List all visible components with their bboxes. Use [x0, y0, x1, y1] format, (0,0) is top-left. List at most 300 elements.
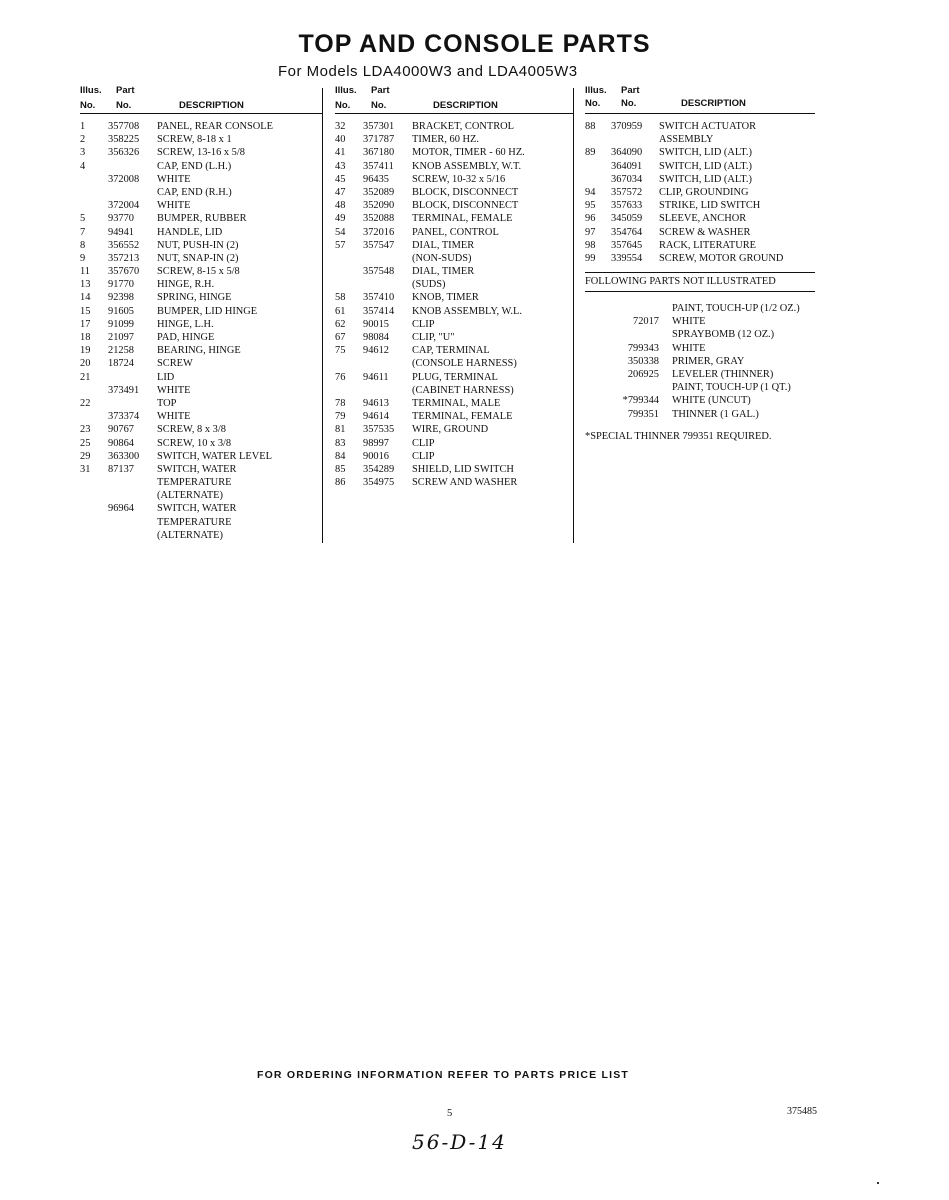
part-number: 92398 [108, 292, 134, 304]
part-number [108, 371, 157, 384]
part-number: 339554 [611, 252, 643, 264]
part-row [335, 450, 573, 463]
part-number: 356552 [108, 239, 140, 251]
illus-number: 31 [80, 463, 91, 475]
part-row [585, 342, 815, 355]
part-description: PAINT, TOUCH-UP (1/2 OZ.) [672, 303, 800, 315]
part-number: 90864 [108, 437, 134, 449]
part-row [335, 146, 573, 159]
part-description: SCREW, 8-18 x 1 [157, 134, 232, 146]
part-number: 98997 [363, 437, 389, 449]
part-row [80, 344, 322, 357]
illus-number: 48 [335, 200, 346, 212]
illus-number: 78 [335, 397, 346, 409]
part-number: 87137 [108, 463, 134, 475]
part-row [80, 160, 322, 173]
part-row [585, 368, 815, 381]
illus-number [585, 160, 611, 173]
illus-number: 29 [80, 450, 91, 462]
illus-number: 32 [335, 121, 346, 132]
row-indent [585, 342, 598, 355]
parts-list [585, 120, 815, 265]
part-number [363, 278, 412, 291]
illus-number: 22 [80, 397, 91, 409]
illus-number: 17 [80, 318, 91, 330]
row-indent [585, 328, 598, 341]
not-illustrated-header: FOLLOWING PARTS NOT ILLUSTRATED [585, 272, 815, 292]
part-number [108, 529, 157, 542]
part-number: 354975 [363, 477, 395, 489]
illus-number [80, 186, 108, 199]
part-row [335, 437, 573, 450]
no-label: No. [621, 98, 637, 109]
part-row [585, 120, 815, 133]
part-number: 96964 [108, 503, 134, 515]
part-description: SCREW, MOTOR GROUND [659, 252, 784, 264]
part-description: WHITE [157, 411, 191, 423]
document-number: 375485 [787, 1106, 817, 1117]
part-row [335, 463, 573, 476]
illus-number [335, 278, 363, 291]
part-number: 372016 [363, 226, 395, 238]
illus-number: 98 [585, 239, 596, 251]
part-number: 373374 [108, 411, 140, 423]
part-description: BRACKET, CONTROL [412, 121, 514, 132]
part-row [335, 252, 573, 265]
part-row [80, 265, 322, 278]
row-indent [585, 368, 598, 381]
part-description: TERMINAL, FEMALE [412, 411, 513, 423]
part-description: SPRAYBOMB (12 OZ.) [672, 329, 775, 341]
part-description: (ALTERNATE) [157, 529, 223, 541]
illus-number: 5 [80, 213, 86, 225]
part-number: 357548 [363, 266, 395, 278]
part-row [80, 529, 322, 542]
part-number: 91605 [108, 305, 134, 317]
part-description: DIAL, TIMER [412, 239, 475, 251]
part-number: 350338 [627, 355, 659, 367]
column-divider [322, 88, 323, 543]
part-description: SCREW, 10-32 x 5/16 [412, 173, 506, 185]
description-label: DESCRIPTION [179, 100, 244, 111]
part-number: 354289 [363, 463, 395, 475]
part-number: 371787 [363, 134, 395, 146]
part-row [585, 226, 815, 239]
illus-number: 25 [80, 437, 91, 449]
part-description: SCREW, 8 x 3/8 [157, 424, 226, 436]
part-description: WHITE [157, 384, 191, 396]
parts-list [335, 120, 573, 489]
illus-number: 40 [335, 134, 346, 146]
part-row [585, 212, 815, 225]
part-description: WHITE (UNCUT) [672, 395, 751, 407]
page-number: 5 [447, 1108, 453, 1119]
part-description: (NON-SUDS) [412, 252, 472, 264]
part-description: SCREW & WASHER [659, 226, 751, 238]
part-row [585, 315, 815, 328]
part-description: STRIKE, LID SWITCH [659, 200, 761, 212]
page-subtitle: For Models LDA4000W3 and LDA4005W3 [278, 63, 578, 80]
illus-number: 58 [335, 292, 346, 304]
row-indent [585, 302, 598, 315]
part-number: 94612 [363, 345, 389, 357]
illus-number [585, 133, 611, 146]
ordering-info: FOR ORDERING INFORMATION REFER TO PARTS PRICE LIST [256, 1069, 630, 1081]
part-number: 352089 [363, 186, 395, 198]
part-row [80, 239, 322, 252]
part-description: WHITE [672, 316, 706, 328]
part-number: 91099 [108, 318, 134, 330]
part-description: KNOB ASSEMBLY, W.L. [412, 305, 522, 317]
part-row [335, 226, 573, 239]
part-row [80, 384, 322, 397]
illus-number: 99 [585, 252, 596, 264]
part-description: LEVELER (THINNER) [672, 369, 774, 380]
page-title: TOP AND CONSOLE PARTS [298, 30, 651, 58]
part-row [335, 357, 573, 370]
part-description: (CABINET HARNESS) [412, 384, 514, 396]
part-description: SWITCH, WATER LEVEL [157, 450, 272, 462]
illus-number: 9 [80, 252, 86, 264]
part-number: 364090 [611, 147, 643, 159]
part-number: 94613 [363, 397, 389, 409]
part-row [335, 305, 573, 318]
parts-column-2 [335, 85, 573, 489]
part-description: SHIELD, LID SWITCH [412, 463, 514, 475]
illus-number: 67 [335, 332, 346, 343]
illus-number [80, 410, 108, 423]
part-row [80, 278, 322, 291]
part-description: CLIP [412, 318, 435, 330]
part-description: HANDLE, LID [157, 226, 223, 238]
part-number: 357547 [363, 239, 395, 251]
no-label: No. [80, 100, 96, 111]
illus-number: 61 [335, 305, 346, 317]
part-number: 352088 [363, 213, 395, 225]
part-row [80, 212, 322, 225]
illus-number: 21 [80, 371, 91, 383]
description-label: DESCRIPTION [433, 100, 498, 111]
illus-number: 75 [335, 345, 346, 357]
illus-number [585, 173, 611, 186]
part-description: SWITCH, WATER [157, 463, 237, 475]
part-description: (CONSOLE HARNESS) [412, 358, 517, 370]
part-description: ASSEMBLY [659, 134, 714, 146]
part-row [80, 331, 322, 344]
part-description: SLEEVE, ANCHOR [659, 213, 747, 225]
part-label: Part [621, 85, 640, 96]
part-row [80, 489, 322, 502]
part-number: 18724 [108, 358, 134, 370]
illus-number: 1 [80, 121, 86, 132]
part-description: PRIMER, GRAY [672, 355, 745, 367]
part-description: SPRING, HINGE [157, 292, 232, 304]
part-row [80, 463, 322, 476]
part-row [585, 173, 815, 186]
part-row [335, 160, 573, 173]
part-description: SCREW, 10 x 3/8 [157, 437, 232, 449]
illus-number: 13 [80, 279, 91, 291]
column-header [335, 85, 573, 114]
part-number: 373491 [108, 384, 140, 396]
part-number: 799343 [627, 342, 659, 354]
part-number [108, 186, 157, 199]
column-header [585, 85, 815, 114]
part-description: BUMPER, LID HINGE [157, 305, 258, 317]
part-number: 363300 [108, 450, 140, 462]
part-description: CAP, TERMINAL [412, 345, 490, 357]
part-number: 345059 [611, 213, 643, 225]
illus-number: 79 [335, 411, 346, 423]
part-row [80, 146, 322, 159]
part-row [585, 408, 815, 421]
part-row [335, 344, 573, 357]
illus-number: 62 [335, 318, 346, 330]
part-description: WHITE [157, 173, 191, 185]
illus-number: 84 [335, 450, 346, 462]
part-number [598, 328, 672, 341]
row-indent [585, 355, 598, 368]
part-number [108, 476, 157, 489]
illus-number [80, 476, 108, 489]
part-description: SCREW AND WASHER [412, 477, 518, 489]
part-number [108, 397, 157, 410]
part-number: 357645 [611, 239, 643, 251]
illus-number: 85 [335, 463, 346, 475]
illus-number [80, 489, 108, 502]
illus-number: 97 [585, 226, 596, 238]
part-label: Part [371, 85, 390, 96]
part-description: CAP, END (R.H.) [157, 186, 232, 198]
part-number: 372008 [108, 173, 140, 185]
part-description: SWITCH ACTUATOR [659, 121, 757, 132]
part-number: 98084 [363, 332, 389, 343]
part-description: KNOB ASSEMBLY, W.T. [412, 160, 522, 172]
part-row [80, 133, 322, 146]
illus-number: 49 [335, 213, 346, 225]
part-row [80, 371, 322, 384]
illus-number [80, 173, 108, 186]
part-row [585, 160, 815, 173]
part-number: 364091 [611, 160, 643, 172]
row-indent [585, 394, 598, 407]
part-row [80, 502, 322, 515]
part-description: CAP, END (L.H.) [157, 160, 232, 172]
part-row [585, 199, 815, 212]
illus-number [80, 384, 108, 397]
part-row [80, 423, 322, 436]
part-row [80, 437, 322, 450]
part-number: 93770 [108, 213, 134, 225]
part-row [80, 226, 322, 239]
illus-label: Illus. [585, 85, 607, 96]
part-number [363, 252, 412, 265]
no-label: No. [335, 100, 351, 111]
illus-number: 14 [80, 292, 91, 304]
parts-column-1 [80, 85, 322, 542]
part-row [80, 173, 322, 186]
part-number: *799344 [622, 395, 659, 407]
illus-number [335, 384, 363, 397]
part-description: TERMINAL, FEMALE [412, 213, 513, 225]
illus-number: 88 [585, 121, 596, 132]
illus-number: 47 [335, 186, 346, 198]
part-number: 357301 [363, 121, 395, 132]
illus-number: 11 [80, 266, 91, 278]
part-row [585, 302, 815, 315]
part-number: 357535 [363, 424, 395, 436]
parts-list [80, 120, 322, 542]
part-number [108, 160, 157, 173]
part-number [598, 381, 672, 394]
part-description: SWITCH, LID (ALT.) [659, 173, 752, 185]
part-row [80, 516, 322, 529]
part-row [80, 305, 322, 318]
part-description: CLIP [412, 450, 435, 462]
part-description: NUT, SNAP-IN (2) [157, 252, 239, 264]
illus-number [80, 502, 108, 515]
part-description: TEMPERATURE [157, 516, 232, 528]
part-number: 357670 [108, 266, 140, 278]
illus-number: 4 [80, 160, 86, 172]
part-description: PAINT, TOUCH-UP (1 QT.) [672, 382, 791, 394]
part-description: WIRE, GROUND [412, 424, 489, 436]
part-row [585, 394, 815, 407]
no-label: No. [585, 98, 601, 109]
part-number: 799351 [627, 408, 659, 420]
part-row [335, 318, 573, 331]
part-description: HINGE, L.H. [157, 318, 214, 330]
part-row [335, 371, 573, 384]
part-description: BLOCK, DISCONNECT [412, 200, 519, 212]
part-description: (ALTERNATE) [157, 490, 223, 502]
part-number: 352090 [363, 200, 395, 212]
part-number [611, 133, 659, 146]
part-description: TERMINAL, MALE [412, 397, 501, 409]
part-row [80, 199, 322, 212]
illus-number: 96 [585, 213, 596, 225]
illus-number [335, 357, 363, 370]
special-note: *SPECIAL THINNER 799351 REQUIRED. [585, 430, 772, 442]
illus-number: 15 [80, 305, 91, 317]
part-row [335, 331, 573, 344]
part-row [80, 120, 322, 133]
part-description: CLIP, "U" [412, 332, 455, 343]
illus-number: 7 [80, 226, 86, 238]
part-description: RACK, LITERATURE [659, 239, 756, 251]
part-row [335, 265, 573, 278]
part-number: 91770 [108, 279, 134, 291]
part-number: 72017 [633, 316, 659, 328]
part-description: SCREW, 13-16 x 5/8 [157, 147, 245, 159]
illus-number: 94 [585, 186, 596, 198]
illus-number: 8 [80, 239, 86, 251]
part-number: 357411 [363, 160, 394, 172]
part-row [335, 397, 573, 410]
part-number: 357414 [363, 305, 395, 317]
part-number: 357572 [611, 186, 643, 198]
part-description: BEARING, HINGE [157, 345, 241, 357]
illus-number: 2 [80, 134, 86, 146]
no-label: No. [371, 100, 387, 111]
illus-number: 19 [80, 345, 91, 357]
illus-number: 18 [80, 332, 91, 343]
part-description: CLIP, GROUNDING [659, 186, 749, 198]
part-description: BLOCK, DISCONNECT [412, 186, 519, 198]
part-row [335, 423, 573, 436]
part-row [585, 133, 815, 146]
illus-number: 20 [80, 358, 91, 370]
illus-number: 3 [80, 147, 86, 159]
part-description: SWITCH, WATER [157, 503, 237, 515]
part-row [80, 318, 322, 331]
part-row [335, 410, 573, 423]
part-row [585, 239, 815, 252]
illus-number: 86 [335, 477, 346, 489]
part-description: CLIP [412, 437, 435, 449]
part-row [80, 291, 322, 304]
part-description: TIMER, 60 HZ. [412, 134, 479, 146]
part-number [108, 516, 157, 529]
part-number: 21097 [108, 332, 134, 343]
part-row [585, 381, 815, 394]
part-row [335, 199, 573, 212]
part-description: PANEL, CONTROL [412, 226, 499, 238]
illus-number: 83 [335, 437, 346, 449]
part-description: PANEL, REAR CONSOLE [157, 121, 273, 132]
part-number [363, 384, 412, 397]
part-description: THINNER (1 GAL.) [672, 408, 759, 420]
column-header [80, 85, 322, 114]
no-label: No. [116, 100, 132, 111]
part-description: SWITCH, LID (ALT.) [659, 147, 752, 159]
part-description: PLUG, TERMINAL [412, 371, 498, 383]
part-row [335, 239, 573, 252]
part-row [335, 186, 573, 199]
part-row [80, 397, 322, 410]
part-description: MOTOR, TIMER - 60 HZ. [412, 147, 525, 159]
part-row [585, 146, 815, 159]
illus-label: Illus. [80, 85, 102, 96]
part-row [80, 476, 322, 489]
part-number: 90016 [363, 450, 389, 462]
part-row [335, 278, 573, 291]
part-description: SCREW [157, 358, 193, 370]
illus-number: 54 [335, 226, 346, 238]
part-number: 358225 [108, 134, 140, 146]
illus-number: 23 [80, 424, 91, 436]
part-description: LID [157, 371, 175, 383]
part-row [80, 450, 322, 463]
part-description: (SUDS) [412, 279, 446, 291]
illus-number [80, 199, 108, 212]
part-number: 357213 [108, 252, 140, 264]
part-description: SCREW, 8-15 x 5/8 [157, 266, 240, 278]
row-indent [585, 315, 598, 328]
part-number: 357708 [108, 121, 140, 132]
part-row [335, 173, 573, 186]
part-description: WHITE [672, 342, 706, 354]
part-number: 356326 [108, 147, 140, 159]
illus-number [335, 252, 363, 265]
part-row [585, 186, 815, 199]
description-label: DESCRIPTION [681, 98, 746, 109]
scan-speck [877, 1182, 879, 1184]
part-description: HINGE, R.H. [157, 279, 215, 291]
part-label: Part [116, 85, 135, 96]
part-row [335, 291, 573, 304]
part-number: 96435 [363, 173, 389, 185]
